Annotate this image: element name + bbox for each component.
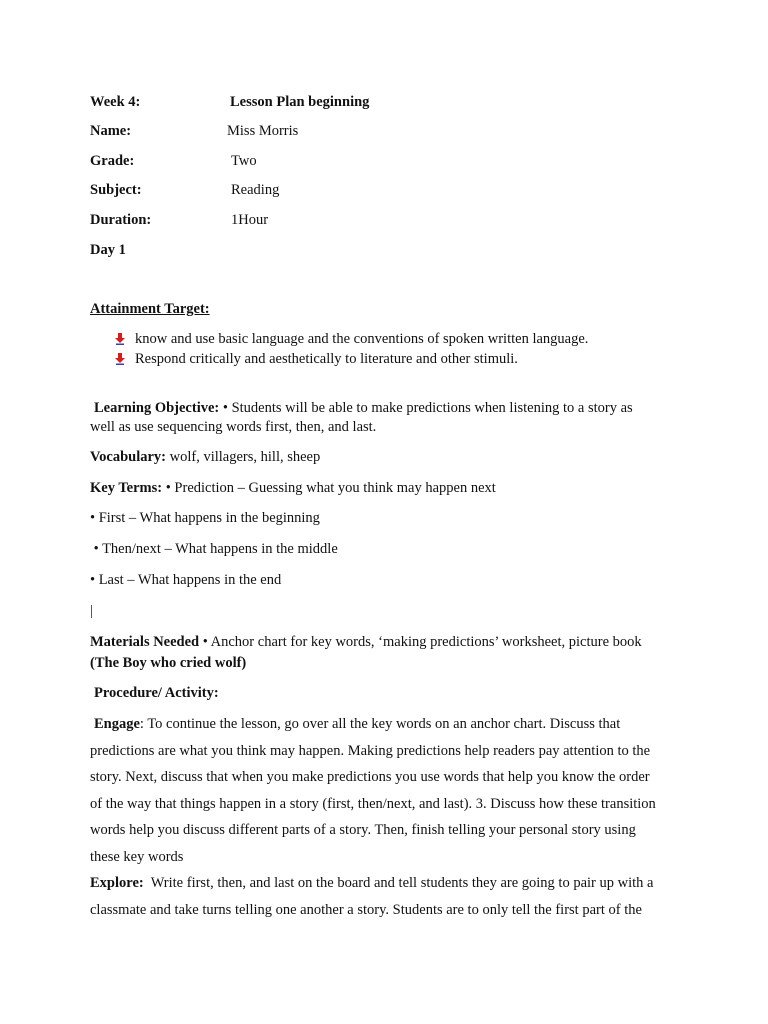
engage-paragraph [90,711,690,871]
vocabulary-label: Vocabulary: [90,449,166,465]
procedure-heading: Procedure/ Activity: [94,685,219,701]
materials-text: • Anchor chart for key words, ‘making predictions’ worksheet, picture book [199,634,642,650]
attainment-bullet-1: know and use basic language and the conventions of spoken written language. [135,331,589,347]
engage-line-6: these key words [90,848,184,865]
stray-cursor-mark: | [90,603,93,619]
engage-line-1 [90,711,690,738]
bullet-arrow-icon [114,333,126,345]
explore-label: Explore: [90,875,144,891]
engage-line-3: story. Next, discuss that when you make predictions you use words that help you know the order [90,769,650,786]
objective-line-1 [94,400,633,417]
key-terms-label: Key Terms: [90,480,163,496]
objective-text: • Students will be able to make predictions when listening to a story as [219,400,633,416]
attainment-heading: Attainment Target: [90,301,210,317]
engage-label: Engage [94,716,140,732]
explore-line-2: classmate and take turns telling one another a story. Students are to only tell the first part of the [90,901,642,918]
week-label: Week 4: [90,94,141,110]
objective-label: Learning Objective: [94,400,220,416]
name-value: Miss Morris [227,123,299,139]
grade-value: Two [231,153,257,169]
engage-line-2: predictions are what you think may happen. Making predictions help readers pay attention to the [90,742,651,759]
key-term-prediction: • Prediction – Guessing what you think may happen next [162,480,496,496]
engage-line-4: of the way that things happen in a story (first, then/next, and last). 3. Discuss how these transition [90,795,656,812]
engage-line-5: words help you discuss different parts of a story. Then, finish telling your personal story using [90,822,636,839]
explore-text-1: Write first, then, and last on the board and tell students they are going to pair up with a [143,875,654,891]
key-term-last: • Last – What happens in the end [90,572,282,588]
subject-label: Subject: [90,182,142,198]
vocabulary-line [90,449,320,466]
day-heading: Day 1 [90,242,126,258]
subject-value: Reading [231,182,280,198]
week-value: Lesson Plan beginning [230,94,370,110]
duration-label: Duration: [90,212,152,228]
key-term-then-next: • Then/next – What happens in the middle [90,541,338,557]
engage-text-1: : To continue the lesson, go over all the key words on an anchor chart. Discuss that [139,716,621,732]
key-term-first: • First – What happens in the beginning [90,510,320,526]
materials-line [90,634,642,651]
duration-value: 1Hour [231,212,269,228]
bullet-arrow-icon [114,353,126,365]
vocabulary-text: wolf, villagers, hill, sheep [166,449,321,465]
key-terms-line [90,480,496,497]
explore-paragraph [90,870,690,923]
attainment-bullet-2: Respond critically and aesthetically to literature and other stimuli. [135,351,518,367]
objective-line-2: well as use sequencing words first, then, and last. [90,419,377,435]
grade-label: Grade: [90,153,135,169]
materials-book-title: (The Boy who cried wolf) [90,655,247,671]
explore-line-1 [90,870,690,897]
materials-label: Materials Needed [90,634,200,650]
name-label: Name: [90,123,132,139]
